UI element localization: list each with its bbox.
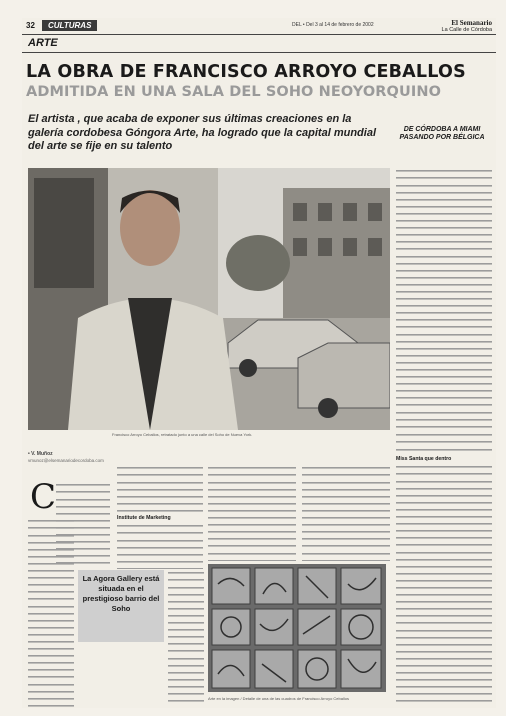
artwork-tiles-photo xyxy=(208,564,386,692)
header-rule xyxy=(22,34,496,35)
tiles-illustration xyxy=(208,564,386,692)
kicker-rule xyxy=(22,52,496,53)
text-column-5-top xyxy=(396,432,492,454)
text-column-2-top xyxy=(117,465,203,515)
text-column-1 xyxy=(28,518,74,708)
date-line: DEL • Del 3 al 14 de febrero de 2002 xyxy=(292,22,374,28)
text-column-5 xyxy=(396,464,492,704)
side-kicker: DE CÓRDOBA A MIAMI PASANDO POR BÉLGICA xyxy=(399,126,485,141)
subtitle-col2: Institute de Marketing xyxy=(117,515,171,521)
artist-street-photo xyxy=(28,168,390,430)
text-column-right-top xyxy=(396,168,492,430)
newspaper-page xyxy=(22,18,496,708)
photo-illustration xyxy=(28,168,390,430)
text-column-3 xyxy=(208,465,296,561)
subheadline: ADMITIDA EN UNA SALA DEL SOHO NEOYORQUINO xyxy=(26,84,442,100)
brand-tagline: La Calle de Córdoba xyxy=(441,27,492,33)
page-number: 32 xyxy=(26,21,35,30)
brand-name: El Semanario xyxy=(451,19,492,27)
masthead-brand xyxy=(442,20,492,33)
pull-quote: La Agora Gallery está situada en el prestigioso barrio del Soho xyxy=(78,570,164,642)
subtitle-col5: Miss Santa que dentro xyxy=(396,456,452,462)
photo-caption: Francisco Arroyo Ceballos, retratado junto a una calle del Soho de Nueva York. xyxy=(112,432,253,437)
page-header xyxy=(22,20,496,34)
author-email: vmunoz@elsemanariodecordoba.com xyxy=(28,458,104,463)
headline: LA OBRA DE FRANCISCO ARROYO CEBALLOS xyxy=(26,62,466,82)
section-label: CULTURAS xyxy=(42,20,97,31)
article-deck: El artista , que acaba de exponer sus últimas creaciones en la galería cordobesa Góngora Arte, ha logrado que la capital mundial del arte se fije en su talento xyxy=(28,113,376,152)
drop-cap: C xyxy=(30,477,57,517)
text-column-2-mid xyxy=(117,523,203,569)
byline: • V. Muñoz xyxy=(28,451,53,457)
tiles-caption: Arte en la imagen / Detalle de una de las cuadros de Francisco Arroyo Ceballos xyxy=(208,696,349,701)
article-kicker: ARTE xyxy=(28,37,58,49)
text-column-4 xyxy=(302,465,390,561)
text-column-2-narrow xyxy=(168,570,204,706)
